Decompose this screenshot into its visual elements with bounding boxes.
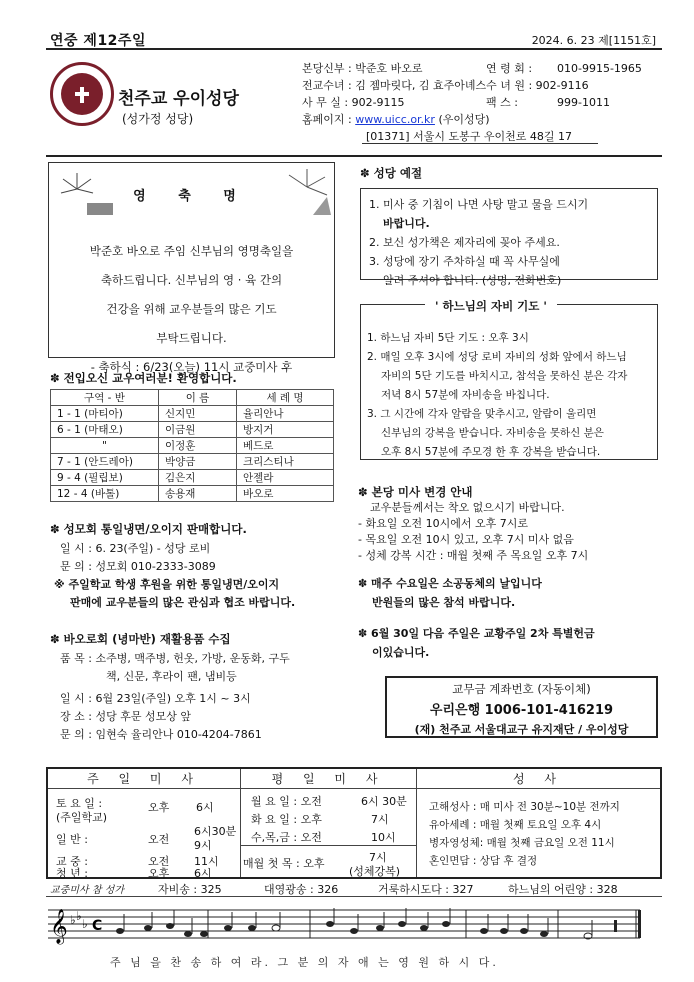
- etiquette-box: 1. 미사 중 기침이 나면 사탕 말고 물을 드시기 바랍니다. 2. 보신 성가책은 제자리에 꽂아 주세요. 3. 성당에 장기 주차하실 때 꼭 사무실에 알려 주셔야 합니다. (성명, 전화번호): [360, 188, 658, 280]
- table-row: 7 - 1 (안드레아) 박양금 크리스티나: [51, 454, 334, 470]
- welcome-title: ✽ 전입오신 교우여러분! 환영합니다.: [50, 371, 237, 385]
- etiquette-title: ✽ 성당 예절: [360, 166, 423, 180]
- parish-logo: [50, 62, 114, 126]
- account-title: 교무금 계좌번호 (자동이체): [452, 682, 591, 696]
- account-holder: (재) 천주교 서울대교구 유지재단 / 우이성당: [414, 723, 629, 736]
- table-row: 12 - 4 (바톨) 송용재 바오로: [51, 486, 334, 502]
- table-row: " 이정훈 베드로: [51, 438, 334, 454]
- mass-change-notice: ✽ 본당 미사 변경 안내 교우분들께서는 착오 없으시기 바랍니다. - 화요일 오전 10시에서 오후 7시로 - 목요일 오전 10시 있고, 오후 7시 미사 없음 - 성체 강복 시간 : 매월 첫째 주 목요일 오후 7시: [358, 485, 589, 562]
- special-collection-notice: ✽ 6월 30일 다음 주일은 교황주일 2차 특별헌금 이있습니다.: [358, 627, 595, 659]
- feast-message: 박준호 바오로 주임 신부님의 영명축일을 축하드립니다. 신부님의 영 · 육 간의 건강을 위해 교우분들의 많은 기도 부탁드립니다. - 축하식 : 6/23(오늘) 11시 교중미사 후: [89, 244, 294, 374]
- mercy-prayer-title: ' 하느님의 자비 기도 ': [425, 297, 557, 316]
- sisters: 김 젬마릿다, 김 효주아녜스수 녀 원 : 902-9116: [355, 79, 589, 92]
- weekday-mass: 평 일 미 사 월 요 일 : 오전 6시 30분 화 요 일 : 오후 7시 수,목,금 : 오전 10시 매월 첫 목 : 오후 7시 (성체강복): [241, 769, 417, 877]
- wednesday-notice: ✽ 매주 수요일은 소공동체의 날입니다 반원들의 많은 참석 바랍니다.: [358, 577, 542, 609]
- music-staff: [48, 900, 660, 952]
- pastor: 박준호 바오로: [355, 62, 423, 75]
- parish-name: 천주교 우이성당: [118, 89, 239, 109]
- sunday-mass: 주 일 미 사 토 요 일 : (주일학교) 오후 6시 일 반 : 오전 6시30분 9시 교 중 : 오전 11시 청 년 : 오후 6시: [48, 769, 241, 877]
- top-bar: [46, 26, 662, 50]
- header-divider: [46, 155, 662, 157]
- hymn-lyrics: 주 님 을 찬 송 하 여 라. 그 분 의 자 애 는 영 원 하 시 다.: [110, 956, 499, 969]
- svg-text:♭: ♭: [82, 917, 88, 931]
- recycle-notice: ✽ 바오로회 (녕마반) 재활용품 수집 품 목 : 소주병, 맥주병, 헌옷, 가방, 운동화, 구두 책, 신문, 후라이 팬, 냄비등 일 시 : 6월 23일(주일) 오후 1시 ~ 3시 장 소 : 성당 후문 성모상 앞 문 의 : 임현숙 율리안나 010-4204-7861: [50, 632, 290, 741]
- newcomers-table: [50, 389, 334, 502]
- mass-schedule: [46, 767, 662, 879]
- mercy-prayer-box: ' 하느님의 자비 기도 ' 1. 하느님 자비 5단 기도 : 오후 3시 2. 매일 오후 3시에 성당 로비 자비의 성화 앞에서 하느님 자비의 5단 기도를 바치시고, 참석을 못하신 분은 각자 저녁 8시 57분에 자비송을 바칩니다. 3. 그 시간에 각자 알람을 맞추시고, 알람이 울리면 신부님의 강복을 받습니다. 자비송을 못하신 분은 오후 8시 57분에 주모경 한 후 강복을 받습니다.: [360, 304, 658, 460]
- svg-text:C: C: [92, 918, 103, 934]
- address: [01371] 서울시 도봉구 우이천로 48길 17: [366, 130, 572, 143]
- parish-info: 본당신부 : 박준호 바오로 연 령 회 : 010-9915-1965 전교수녀 : 김 젬마릿다, 김 효주아녜스수 녀 원 : 902-9116 사 무 실 : 902-9115 팩 스 : 999-1011 홈페이지 : www.uicc.or.kr (우이성당) [01371] 서울시 도봉구 우이천로 48길 17: [302, 62, 642, 143]
- table-row: 9 - 4 (필립보) 김은지 안젤라: [51, 470, 334, 486]
- issue-date: 2024. 6. 23 제[1151호]: [531, 34, 656, 47]
- svg-text:♭: ♭: [76, 909, 82, 923]
- feast-title: 영 축 명: [133, 189, 250, 204]
- account-box: [385, 676, 658, 738]
- account-number: 우리은행 1006-101-416219: [429, 703, 614, 718]
- liturgical-season: 연중 제12주일: [50, 33, 146, 49]
- homepage-link[interactable]: www.uicc.or.kr: [355, 113, 435, 126]
- logo-emblem: [61, 73, 103, 115]
- mass-hymns: 교중미사 참 성가 자비송 : 325 대영광송 : 326 거룩하시도다 : 327 하느님의 어린양 : 328: [46, 879, 662, 897]
- parish-subtitle: (성가정 성당): [122, 112, 194, 126]
- svg-text:♭: ♭: [70, 913, 76, 927]
- treble-clef-icon: 𝄞: [50, 909, 68, 944]
- office-phone: 902-9115: [351, 96, 405, 109]
- contact-phone: 010-9915-1965: [557, 62, 642, 75]
- sacraments: 성 사 고해성사 : 매 미사 전 30분~10분 전까지 유아세례 : 매월 첫째 토요일 오후 4시 병자영성체: 매월 첫째 금요일 오전 11시 혼인면담 : 상담 후 결정: [417, 769, 660, 877]
- sale-notice: ✽ 성모회 통일냉면/오이지 판매합니다. 일 시 : 6. 23(주일) - 성당 로비 문 의 : 성모회 010-2333-3089 ※ 주일학교 학생 후원을 위한 통일냉면/오이지 판매에 교우분들의 많은 관심과 협조 바랍니다.: [50, 522, 296, 609]
- table-row: 1 - 1 (마티아) 신지민 율리안나: [51, 406, 334, 422]
- table-row: 6 - 1 (마태오) 이금원 방지거: [51, 422, 334, 438]
- feast-congratulations: [48, 162, 335, 374]
- table-header: 구역 - 반 이 름 세 례 명: [51, 390, 334, 406]
- fax-number: 999-1011: [557, 96, 610, 109]
